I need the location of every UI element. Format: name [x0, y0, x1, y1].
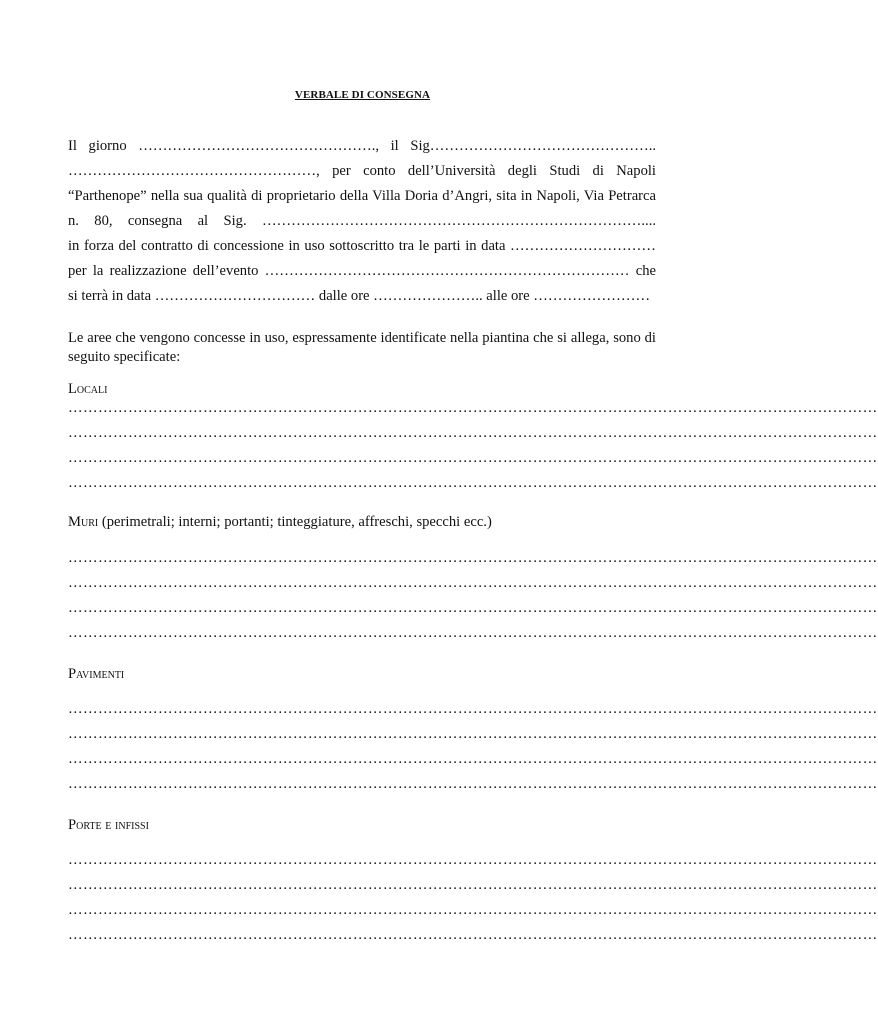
dotted-fill-line: ………………………………………………………………………………………………………………………………………………: [68, 625, 878, 641]
body-line-evento: per la realizzazione dell’evento ………………………………………………………………… che: [68, 263, 656, 279]
body-line-orari: si terrà in data …………………………… dalle ore ………………….. alle ore ……………………: [68, 288, 651, 304]
dotted-fill-line: ………………………………………………………………………………………………………………………………………………: [68, 701, 878, 717]
dotted-fill-line: ………………………………………………………………………………………………………………………………………………: [68, 877, 878, 893]
section-heading-label: Muri: [68, 514, 99, 530]
dotted-fill-line: ………………………………………………………………………………………………………………………………………………: [68, 550, 878, 566]
section-heading-label: Porte e infissi: [68, 817, 149, 833]
dotted-fill-line: ………………………………………………………………………………………………………………………………………………: [68, 600, 878, 616]
section-heading-pavimenti: [68, 666, 124, 683]
section-heading-muri: [68, 514, 492, 531]
dotted-fill-line: ………………………………………………………………………………………………………………………………………………: [68, 425, 878, 441]
body-line-contratto: in forza del contratto di concessione in uso sottoscritto tra le parti in data …………………………: [68, 238, 656, 254]
section-heading-porte-infissi: [68, 817, 149, 834]
dotted-fill-line: ………………………………………………………………………………………………………………………………………………: [68, 902, 878, 918]
dotted-fill-line: ………………………………………………………………………………………………………………………………………………: [68, 726, 878, 742]
body-line-parthenope: “Parthenope” nella sua qualità di proprietario della Villa Doria d’Angri, sita in Napoli, Via Petrarca: [68, 188, 656, 204]
body-line-consegna: n. 80, consegna al Sig. ……………………………………………………………………....: [68, 213, 656, 229]
section-heading-label: Locali: [68, 381, 108, 397]
dotted-fill-line: ………………………………………………………………………………………………………………………………………………: [68, 400, 878, 416]
body-line-per-conto: ……………………………………………, per conto dell’Università degli Studi di Napoli: [68, 163, 656, 179]
dotted-fill-line: ………………………………………………………………………………………………………………………………………………: [68, 450, 878, 466]
dotted-fill-line: ………………………………………………………………………………………………………………………………………………: [68, 751, 878, 767]
areas-intro-paragraph: Le aree che vengono concesse in uso, espressamente identificate nella piantina che si allega, sono di seguito specificate:: [68, 330, 656, 365]
body-line-giorno: Il giorno …………………………………………., il Sig………………………………………..: [68, 138, 656, 154]
section-heading-label: Pavimenti: [68, 666, 125, 682]
dotted-fill-line: ………………………………………………………………………………………………………………………………………………: [68, 927, 878, 943]
section-heading-note: (perimetrali; interni; portanti; tinteggiature, affreschi, specchi ecc.): [98, 514, 492, 530]
dotted-fill-line: ………………………………………………………………………………………………………………………………………………: [68, 475, 878, 491]
dotted-fill-line: ………………………………………………………………………………………………………………………………………………: [68, 575, 878, 591]
document-title: VERBALE DI CONSEGNA: [294, 89, 431, 101]
dotted-fill-line: ………………………………………………………………………………………………………………………………………………: [68, 852, 878, 868]
dotted-fill-line: ………………………………………………………………………………………………………………………………………………: [68, 776, 878, 792]
section-heading-locali: [68, 381, 107, 398]
